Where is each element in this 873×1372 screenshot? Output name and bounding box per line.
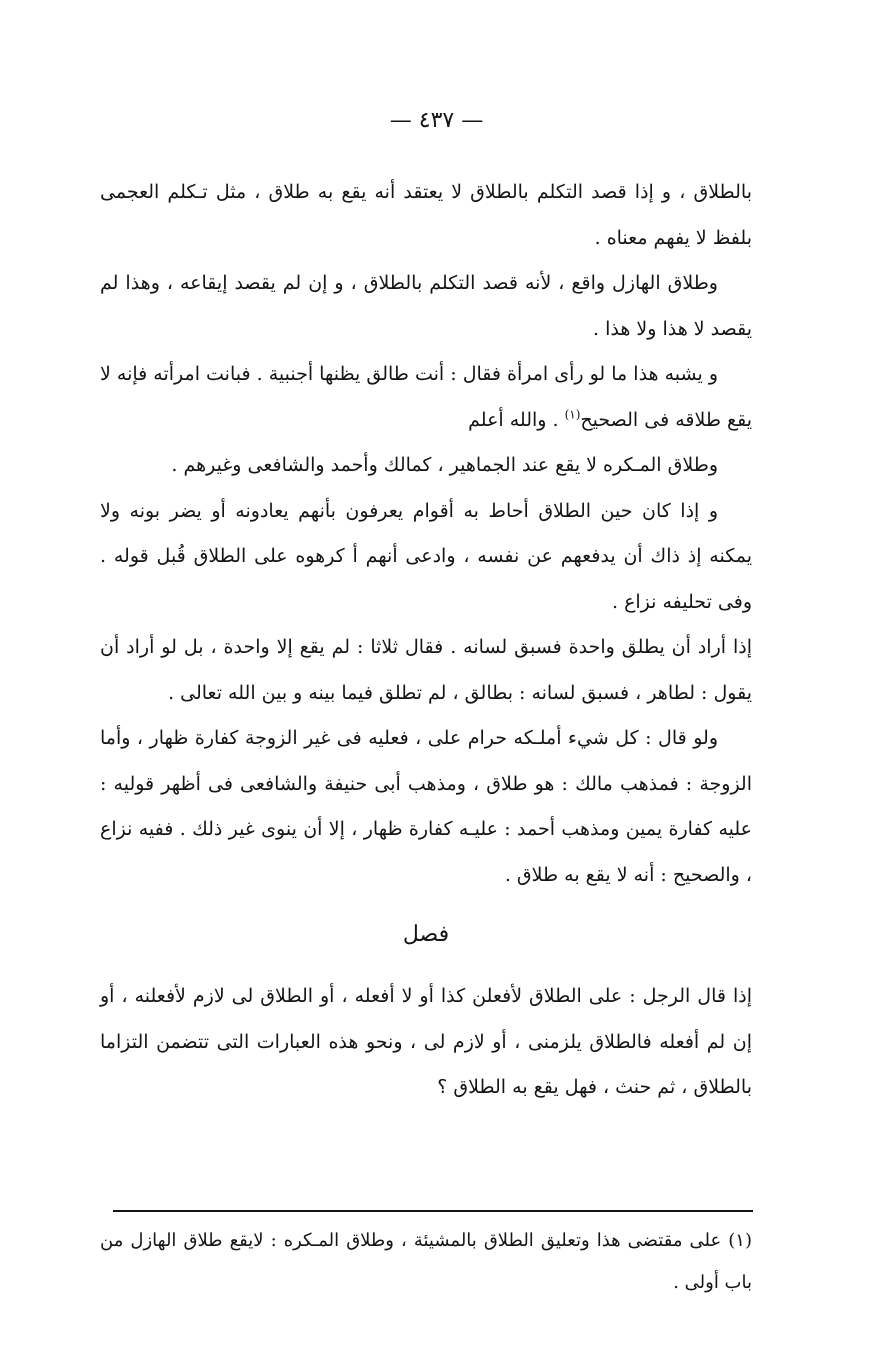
footnote-divider [113, 1210, 753, 1212]
paragraph-1: بالطلاق ، و إذا قصد التكلم بالطلاق لا يعتقد أنه يقع به طلاق ، مثل تـكلم العجمى بلفظ لا يفهم معناه . [100, 181, 752, 249]
paragraph-5: و إذا كان حين الطلاق أحاط به أقوام يعرفون بأنهم يعادونه أو يضر بونه ولا يمكنه إذ ذاك أن يدفعهم عن نفسه ، وادعى أنهم أ كرهوه على الطلاق قُبل قوله . وفى تحليفه نزاع . [100, 499, 752, 613]
paragraph-8: إذا قال الرجل : على الطلاق لأفعلن كذا أو لا أفعله ، أو الطلاق لى لازم لأفعلنه ، أو إن لم أفعله فالطلاق يلزمنى ، أو لازم لى ، ونحو هذه العبارات التى تتضمن التزاما بالطلاق ، ثم حنث ، فهل يقع به الطلاق ؟ [100, 985, 753, 1098]
paragraph-3-tail: . والله أعلم [468, 408, 559, 431]
footnote-reference[interactable]: (١) [564, 407, 581, 422]
paragraph-3-text: و يشبه هذا ما لو رأى امرأة فقال : أنت طالق يظنها أجنبية . فبانت امرأته فإنه لا يقع طلاقه فى الصحيح [100, 363, 752, 431]
footnote: (١) على مقتضى هذا وتعليق الطلاق بالمشيئة ، وطلاق المـكره : لايقع طلاق الهازل من باب أولى . [100, 1230, 752, 1293]
paragraph-7: ولو قال : كل شيء أملـكه حرام على ، فعليه فى غير الزوجة كفارة ظهار ، وأما الزوجة : فمذهب مالك : هو طلاق ، ومذهب أبى حنيفة والشافعى فى أظهر قوليه : عليه كفارة يمين ومذهب أحمد : عليـه كفارة ظهار ، إلا أن ينوى غير ذلك . ففيه نزاع ، والصحيح : أنه لا يقع به طلاق . [100, 727, 752, 886]
paragraph-4: وطلاق المـكره لا يقع عند الجماهير ، كمالك وأحمد والشافعى وغيرهم . [171, 454, 718, 476]
section-heading-text: فصل [402, 922, 450, 947]
page-number: — ٤٣٧ — [389, 108, 484, 133]
section-heading [100, 912, 752, 958]
paragraph-3 [100, 352, 752, 443]
paragraph-6: إذا أراد أن يطلق واحدة فسبق لسانه . فقال ثلاثا : لم يقع إلا واحدة ، بل لو أراد أن يقول : لطاهر ، فسبق لسانه : بطالق ، لم تطلق فيما بينه و بين الله تعالى . [100, 636, 752, 704]
paragraph-2: وطلاق الهازل واقع ، لأنه قصد التكلم بالطلاق ، و إن لم يقصد إيقاعه ، وهذا لم يقصد لا هذا ولا هذا . [100, 272, 752, 340]
main-text [100, 170, 752, 1111]
